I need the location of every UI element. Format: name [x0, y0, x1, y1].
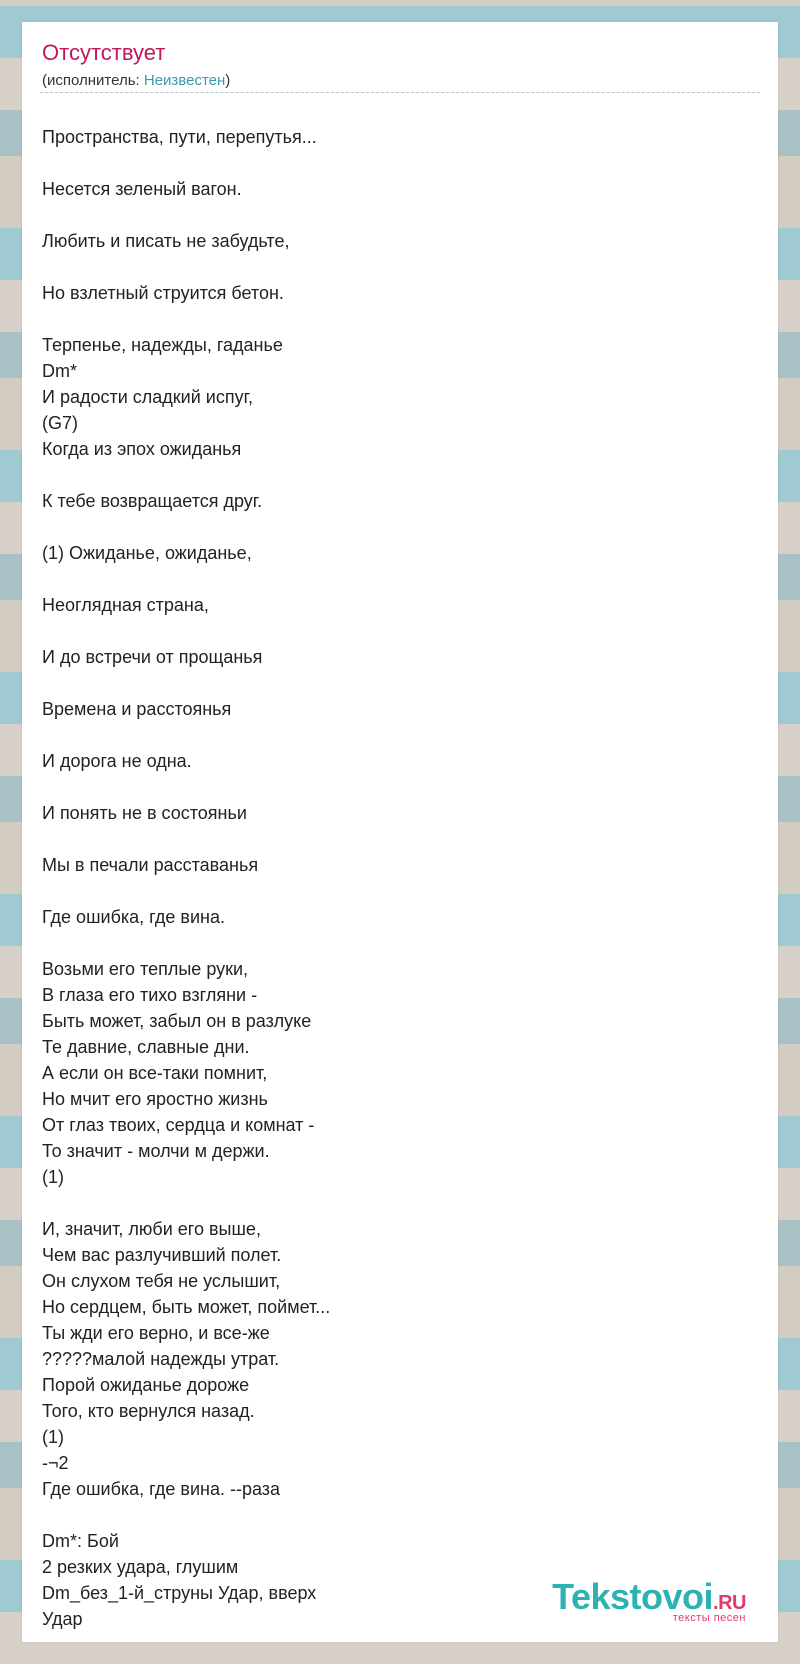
lyric-line: Неоглядная страна,: [42, 595, 209, 615]
lyric-line: И дорога не одна.: [42, 751, 192, 771]
lyric-line: И, значит, люби его выше,: [42, 1219, 261, 1239]
lyric-line: Те давние, славные дни.: [42, 1037, 250, 1057]
song-title: Отсутствует: [42, 40, 166, 65]
lyrics-text: [42, 124, 742, 1632]
lyric-line: Он слухом тебя не услышит,: [42, 1271, 281, 1291]
lyrics-card: [22, 22, 778, 1642]
lyric-line: Пространства, пути, перепутья...: [42, 127, 317, 147]
lyric-line: (1): [42, 1167, 64, 1187]
lyric-line: Когда из эпох ожиданья: [42, 439, 242, 459]
lyric-blank-line: [42, 306, 742, 332]
lyric-blank-line: [42, 930, 742, 956]
lyric-line: Мы в печали расставанья: [42, 855, 259, 875]
lyric-blank-line: [42, 826, 742, 852]
lyric-line: Быть может, забыл он в разлуке: [42, 1011, 312, 1031]
lyric-line: К тебе возвращается друг.: [42, 491, 263, 511]
lyric-line: Удар: [42, 1609, 83, 1629]
lyric-line: Терпенье, надежды, гаданье: [42, 335, 283, 355]
lyric-blank-line: [42, 150, 742, 176]
lyric-line: Dm*: Бой: [42, 1531, 119, 1551]
lyric-blank-line: [42, 774, 742, 800]
lyric-blank-line: [42, 566, 742, 592]
logo-tagline: тексты песен: [672, 1612, 746, 1624]
lyric-blank-line: [42, 670, 742, 696]
lyric-line: Dm*: [42, 361, 77, 381]
lyric-line: Но взлетный струится бетон.: [42, 283, 284, 303]
lyric-line: Dm_без_1-й_струны Удар, вверх: [42, 1583, 317, 1603]
lyric-line: ?????малой надежды утрат.: [42, 1349, 280, 1369]
lyric-line: Чем вас разлучивший полет.: [42, 1245, 282, 1265]
lyric-line: Ты жди его верно, и все-же: [42, 1323, 270, 1343]
lyric-blank-line: [42, 722, 742, 748]
lyric-line: Где ошибка, где вина.: [42, 907, 225, 927]
lyric-line: (1): [42, 1427, 64, 1447]
lyric-line: И до встречи от прощанья: [42, 647, 263, 667]
lyric-blank-line: [42, 1502, 742, 1528]
subtitle-suffix: ): [225, 72, 231, 89]
lyric-line: Того, кто вернулся назад.: [42, 1401, 255, 1421]
lyric-line: Но мчит его яростно жизнь: [42, 1089, 268, 1109]
lyric-blank-line: [42, 254, 742, 280]
lyric-line: Любить и писать не забудьте,: [42, 231, 290, 251]
lyric-line: Порой ожиданье дороже: [42, 1375, 250, 1395]
logo-tld: .RU: [713, 1592, 746, 1614]
lyric-blank-line: [42, 514, 742, 540]
logo-name: Tekstovoi: [552, 1576, 714, 1617]
lyric-line: (G7): [42, 413, 78, 433]
lyric-blank-line: [42, 1190, 742, 1216]
lyric-line: Несется зеленый вагон.: [42, 179, 242, 199]
lyric-blank-line: [42, 878, 742, 904]
lyric-line: А если он все-таки помнит,: [42, 1063, 268, 1083]
subtitle-prefix: (исполнитель:: [42, 72, 144, 89]
lyric-blank-line: [42, 462, 742, 488]
lyric-line: (1) Ожиданье, ожиданье,: [42, 543, 252, 563]
lyric-line: Возьми его теплые руки,: [42, 959, 249, 979]
lyric-line: От глаз твоих, сердца и комнат -: [42, 1115, 315, 1135]
lyric-line: 2 резких удара, глушим: [42, 1557, 239, 1577]
lyric-line: -¬2: [42, 1453, 69, 1473]
artist-link[interactable]: Неизвестен: [143, 72, 226, 89]
lyric-line: Времена и расстоянья: [42, 699, 232, 719]
lyric-blank-line: [42, 618, 742, 644]
site-logo[interactable]: [552, 1576, 746, 1624]
lyric-line: Где ошибка, где вина. --раза: [42, 1479, 281, 1499]
lyric-line: И понять не в состояньи: [42, 803, 247, 823]
header-divider: [40, 92, 760, 93]
lyric-line: Но сердцем, быть может, поймет...: [42, 1297, 331, 1317]
lyric-blank-line: [42, 202, 742, 228]
lyric-line: В глаза его тихо взгляни -: [42, 985, 258, 1005]
song-subtitle: [42, 72, 230, 89]
lyric-line: То значит - молчи м держи.: [42, 1141, 270, 1161]
lyric-line: И радости сладкий испуг,: [42, 387, 253, 407]
